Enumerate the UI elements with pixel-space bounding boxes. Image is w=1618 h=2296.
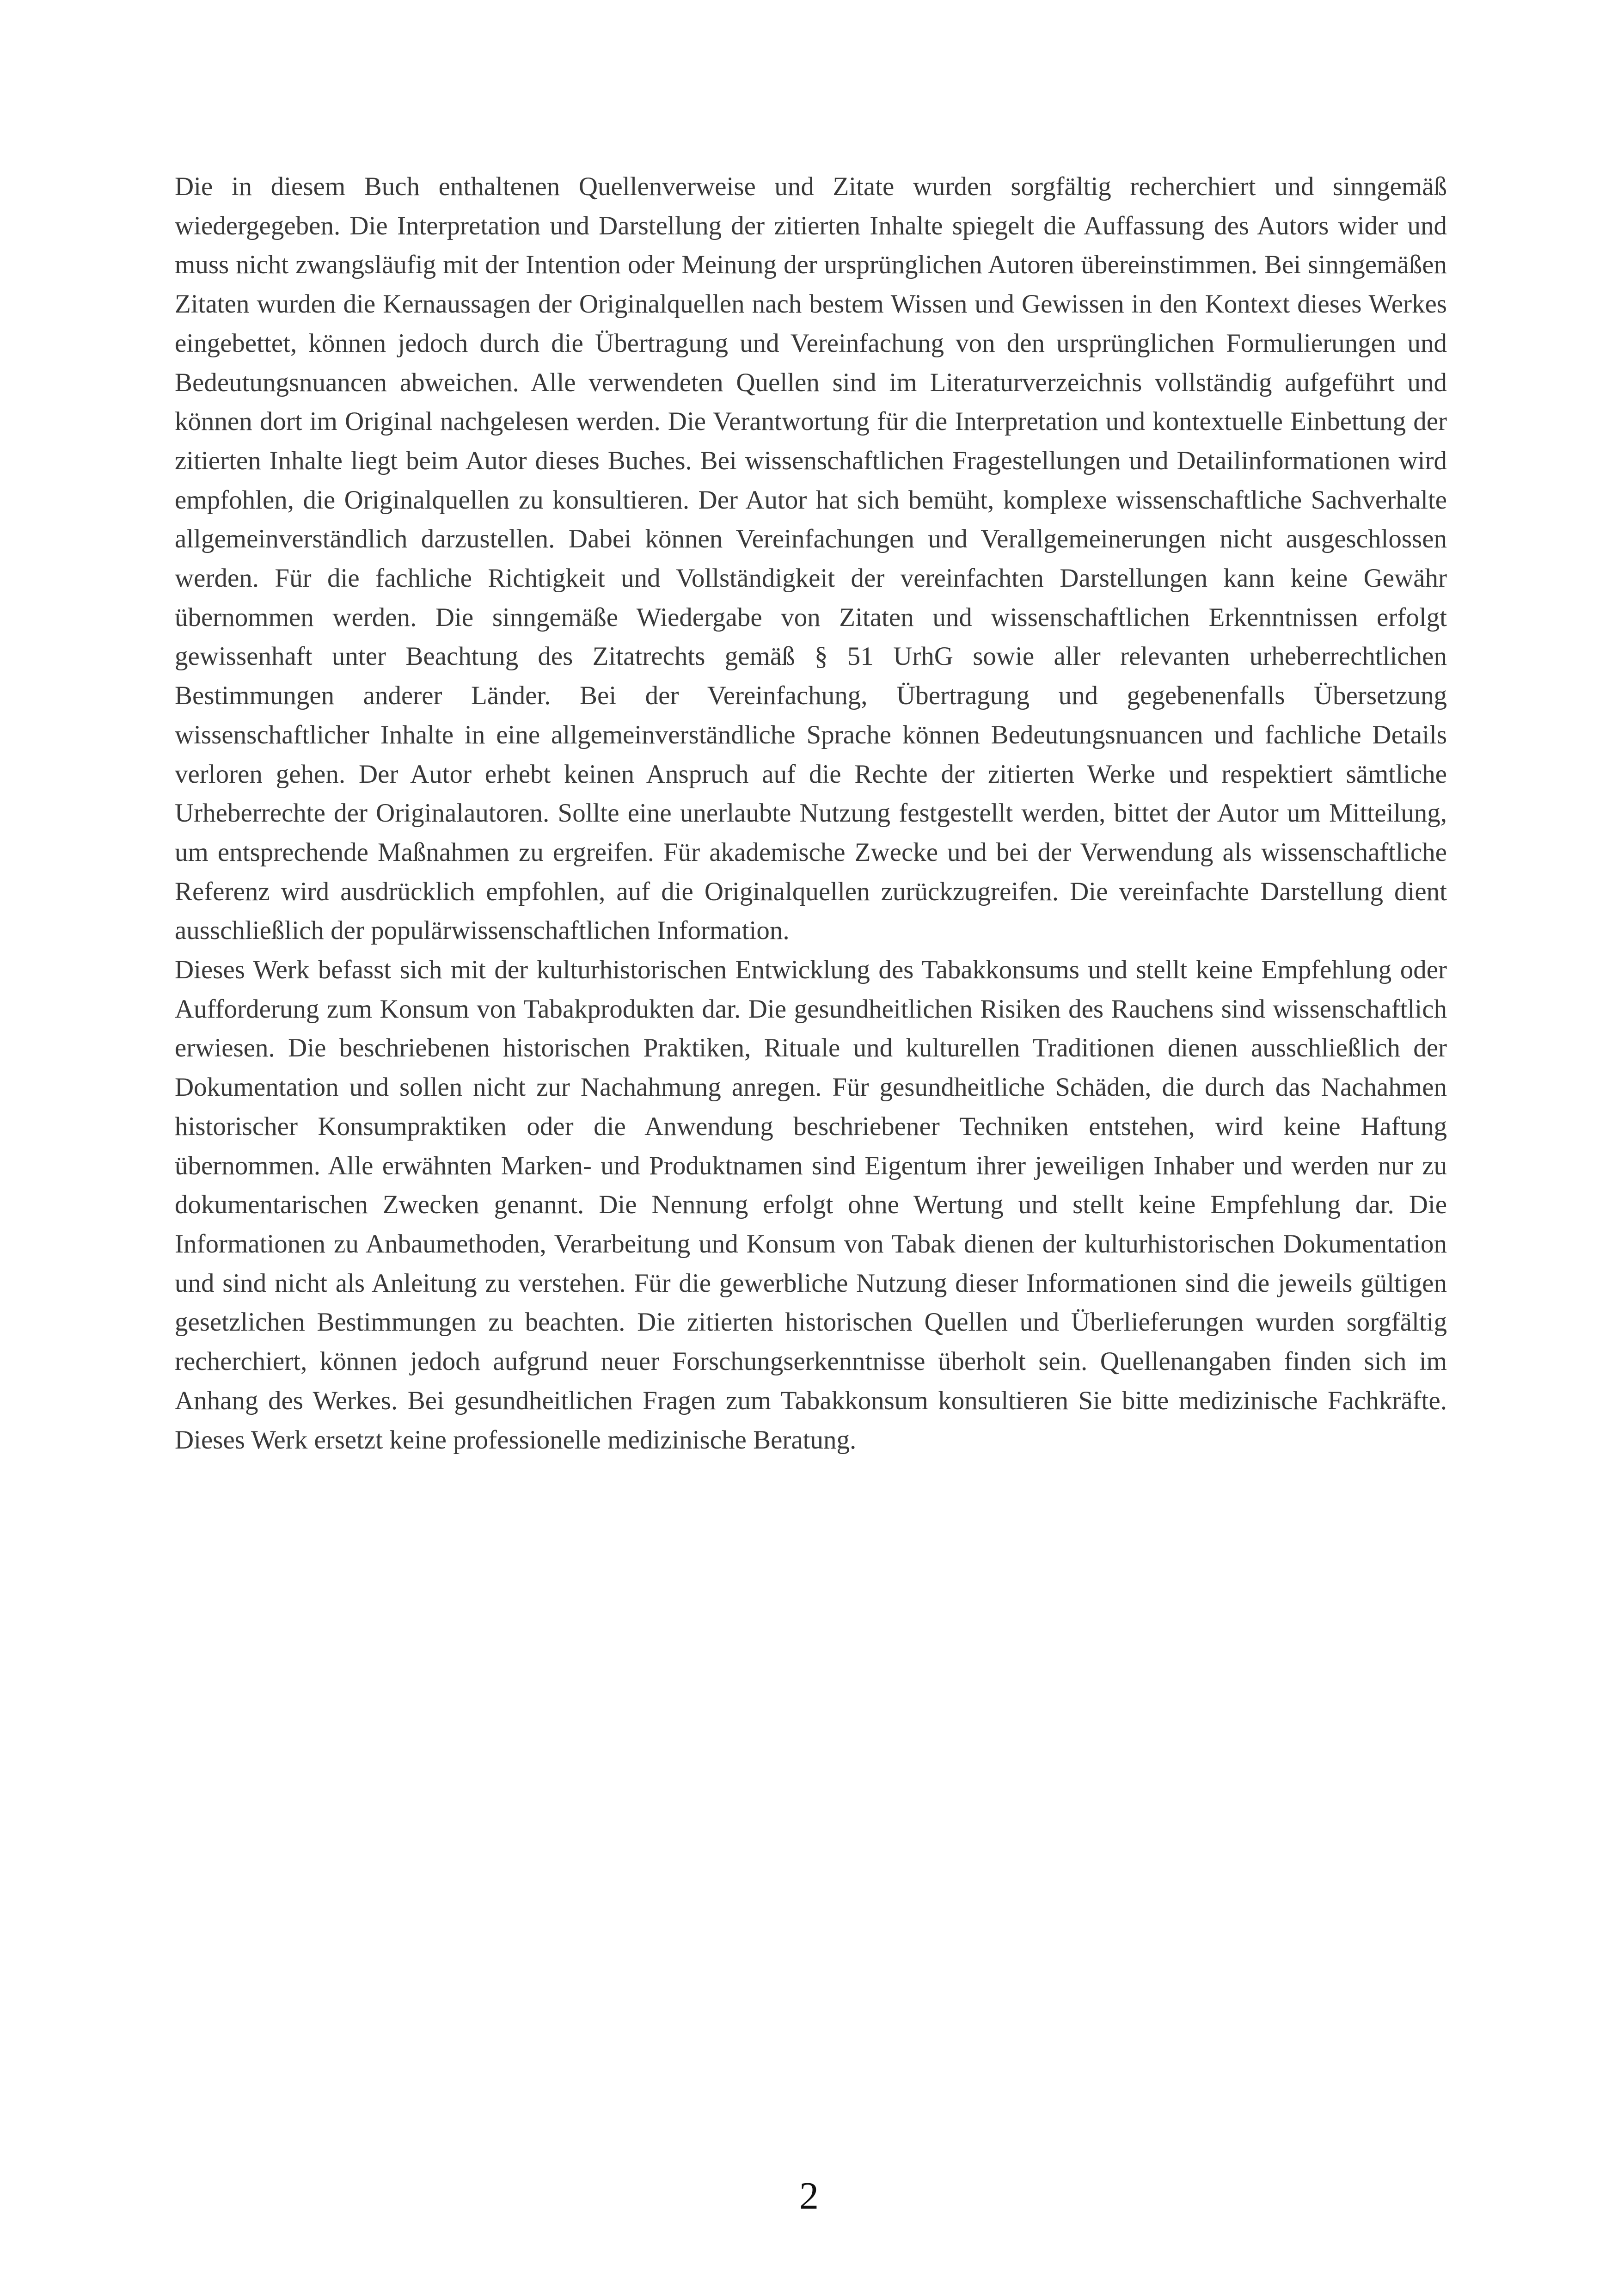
- page-number: 2: [799, 2174, 819, 2217]
- body-text: [175, 167, 1447, 1460]
- paragraph-citation-disclaimer: Die in diesem Buch enthaltenen Quellenverweise und Zitate wurden sorgfältig recherchiert und sinngemäß wiedergegeben. Die Interpretation und Darstellung der zitierten Inhalte spiegelt die Auffassung des Autors wider und muss nicht zwangsläufig mit der Intention oder Meinung der ursprünglichen Autoren übereinstimmen. Bei sinngemäßen Zitaten wurden die Kernaussagen der Originalquellen nach bestem Wissen und Gewissen in den Kontext dieses Werkes eingebettet, können jedoch durch die Übertragung und Vereinfachung von den ursprünglichen Formulierungen und Bedeutungsnuancen abweichen. Alle verwendeten Quellen sind im Literaturverzeichnis vollständig aufgeführt und können dort im Original nachgelesen werden. Die Verantwortung für die Interpretation und kontextuelle Einbettung der zitierten Inhalte liegt beim Autor dieses Buches. Bei wissenschaftlichen Fragestellungen und Detailinformationen wird empfohlen, die Originalquellen zu konsultieren. Der Autor hat sich bemüht, komplexe wissenschaftliche Sachverhalte allgemeinverständlich darzustellen. Dabei können Vereinfachungen und Verallgemeinerungen nicht ausgeschlossen werden. Für die fachliche Richtigkeit und Vollständigkeit der vereinfachten Darstellungen kann keine Gewähr übernommen werden. Die sinngemäße Wiedergabe von Zitaten und wissenschaftlichen Erkenntnissen erfolgt gewissenhaft unter Beachtung des Zitatrechts gemäß § 51 UrhG sowie aller relevanten urheberrechtlichen Bestimmungen anderer Länder. Bei der Vereinfachung, Übertragung und gegebenenfalls Übersetzung wissenschaftlicher Inhalte in eine allgemeinverständliche Sprache können Bedeutungsnuancen und fachliche Details verloren gehen. Der Autor erhebt keinen Anspruch auf die Rechte der zitierten Werke und respektiert sämtliche Urheberrechte der Originalautoren. Sollte eine unerlaubte Nutzung festgestellt werden, bittet der Autor um Mitteilung, um entsprechende Maßnahmen zu ergreifen. Für akademische Zwecke und bei der Verwendung als wissenschaftliche Referenz wird ausdrücklich empfohlen, auf die Originalquellen zurückzugreifen. Die vereinfachte Darstellung dient ausschließlich der populärwissenschaftlichen Information.: [175, 172, 1447, 945]
- paragraph-tobacco-disclaimer: Dieses Werk befasst sich mit der kulturhistorischen Entwicklung des Tabakkonsums und stellt keine Empfehlung oder Aufforderung zum Konsum von Tabakprodukten dar. Die gesundheitlichen Risiken des Rauchens sind wissenschaftlich erwiesen. Die beschriebenen historischen Praktiken, Rituale und kulturellen Traditionen dienen ausschließlich der Dokumentation und sollen nicht zur Nachahmung anregen. Für gesundheitliche Schäden, die durch das Nachahmen historischer Konsumpraktiken oder die Anwendung beschriebener Techniken entstehen, wird keine Haftung übernommen. Alle erwähnten Marken- und Produktnamen sind Eigentum ihrer jeweiligen Inhaber und werden nur zu dokumentarischen Zwecken genannt. Die Nennung erfolgt ohne Wertung und stellt keine Empfehlung dar. Die Informationen zu Anbaumethoden, Verarbeitung und Konsum von Tabak dienen der kulturhistorischen Dokumentation und sind nicht als Anleitung zu verstehen. Für die gewerbliche Nutzung dieser Informationen sind die jeweils gültigen gesetzlichen Bestimmungen zu beachten. Die zitierten historischen Quellen und Überlieferungen wurden sorgfältig recherchiert, können jedoch aufgrund neuer Forschungserkenntnisse überholt sein. Quellenangaben finden sich im Anhang des Werkes. Bei gesundheitlichen Fragen zum Tabakkonsum konsultieren Sie bitte medizinische Fachkräfte. Dieses Werk ersetzt keine professionelle medizinische Beratung.: [175, 955, 1447, 1455]
